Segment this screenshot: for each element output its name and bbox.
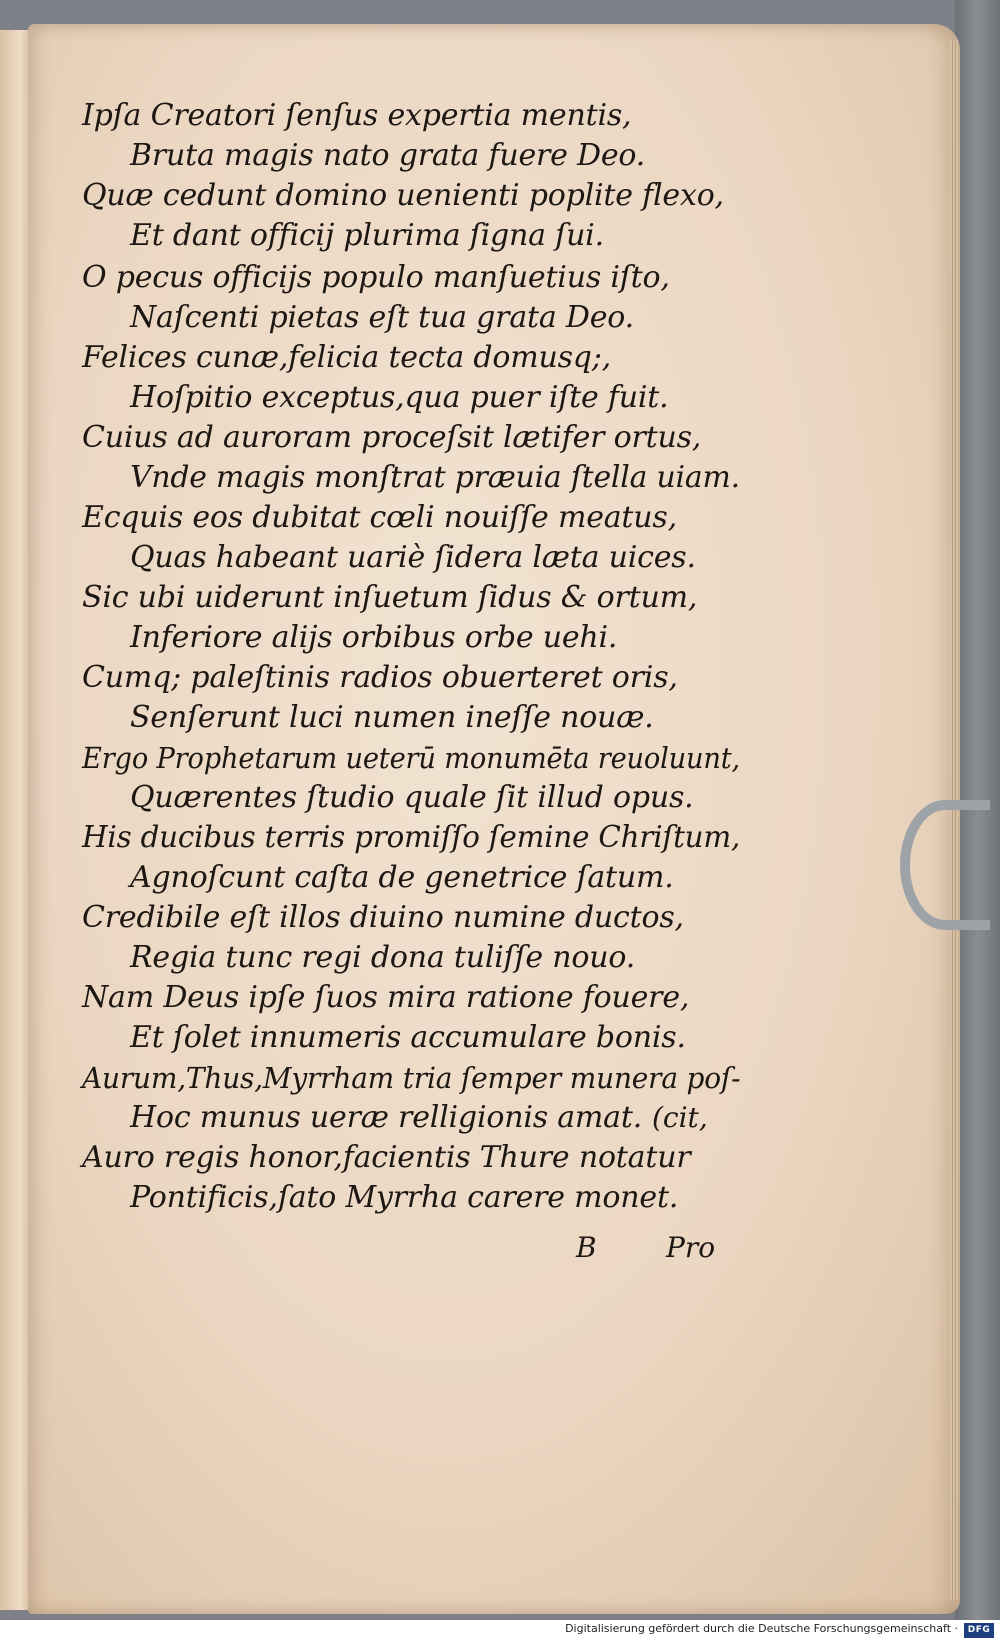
verse-line: Hoſpitio exceptus,qua puer iſte fuit.: [130, 380, 669, 415]
verse-line: Cuius ad auroram proceſsit lætifer ortus,: [82, 420, 702, 455]
verse-line: Cumq; paleſtinis radios obuerteret oris,: [82, 660, 678, 695]
verse-line: Regia tunc regi dona tuliſſe nouo.: [130, 940, 636, 975]
verse-line: Senſerunt luci numen ineſſe nouæ.: [130, 700, 654, 735]
digitization-footer: [0, 1620, 1000, 1642]
verse-line: Quærentes ſtudio quale ſit illud opus.: [130, 780, 694, 815]
catchword: Pro: [666, 1231, 716, 1264]
verse-line: Naſcenti pietas eſt tua grata Deo.: [130, 300, 634, 335]
verse-line: Auro regis honor,facientis Thure notatur: [82, 1140, 691, 1175]
verse-line: Quas habeant uariè ſidera læta uices.: [130, 540, 696, 575]
verse-line: Felices cunæ,felicia tecta domusq;,: [82, 340, 612, 375]
verse-line: Hoc munus ueræ relligionis amat.: [130, 1100, 643, 1135]
signature-mark: B: [576, 1231, 597, 1264]
verse-line: Inferiore alijs orbibus orbe uehi.: [130, 620, 618, 655]
verse-line: Vnde magis monſtrat præuia ſtella uiam.: [130, 460, 740, 495]
verse-line: Et dant officij plurima ſigna ſui.: [130, 218, 604, 253]
funding-credit: Digitalisierung gefördert durch die Deutsche Forschungsgemeinschaft ·: [565, 1622, 958, 1635]
verse-line: Et ſolet innumeris accumulare bonis.: [130, 1020, 686, 1055]
verse-line: Bruta magis nato grata fuere Deo.: [130, 138, 646, 173]
verse-line: O pecus officijs populo manſuetius iſto,: [82, 260, 670, 295]
verse-line: Ergo Prophetarum ueterū monumēta reuoluunt,: [82, 741, 741, 775]
verse-line: Credibile eſt illos diuino numine ductos,: [82, 900, 684, 935]
verse-line: Nam Deus ipſe ſuos mira ratione fouere,: [82, 980, 690, 1015]
verse-line: Ecquis eos dubitat cœli nouiſſe meatus,: [82, 500, 677, 535]
dfg-logo: DFG: [964, 1623, 994, 1638]
verse-line: Pontificis,ſato Myrrha carere monet.: [130, 1180, 679, 1215]
turned-line-overflow: (cit,: [652, 1101, 708, 1134]
verse-line: Aurum,Thus,Myrrham tria ſemper munera poſ-: [82, 1061, 741, 1095]
verse-line: Quæ cedunt domino uenienti poplite flexo,: [82, 178, 724, 213]
verse-line: Ipſa Creatori ſenſus expertia mentis,: [82, 98, 632, 133]
verse-line: Sic ubi uiderunt inſuetum ſidus & ortum,: [82, 580, 698, 615]
verse-line: His ducibus terris promiſſo ſemine Chriſtum,: [82, 820, 741, 855]
verse-line: Agnoſcunt caſta de genetrice ſatum.: [130, 860, 674, 895]
